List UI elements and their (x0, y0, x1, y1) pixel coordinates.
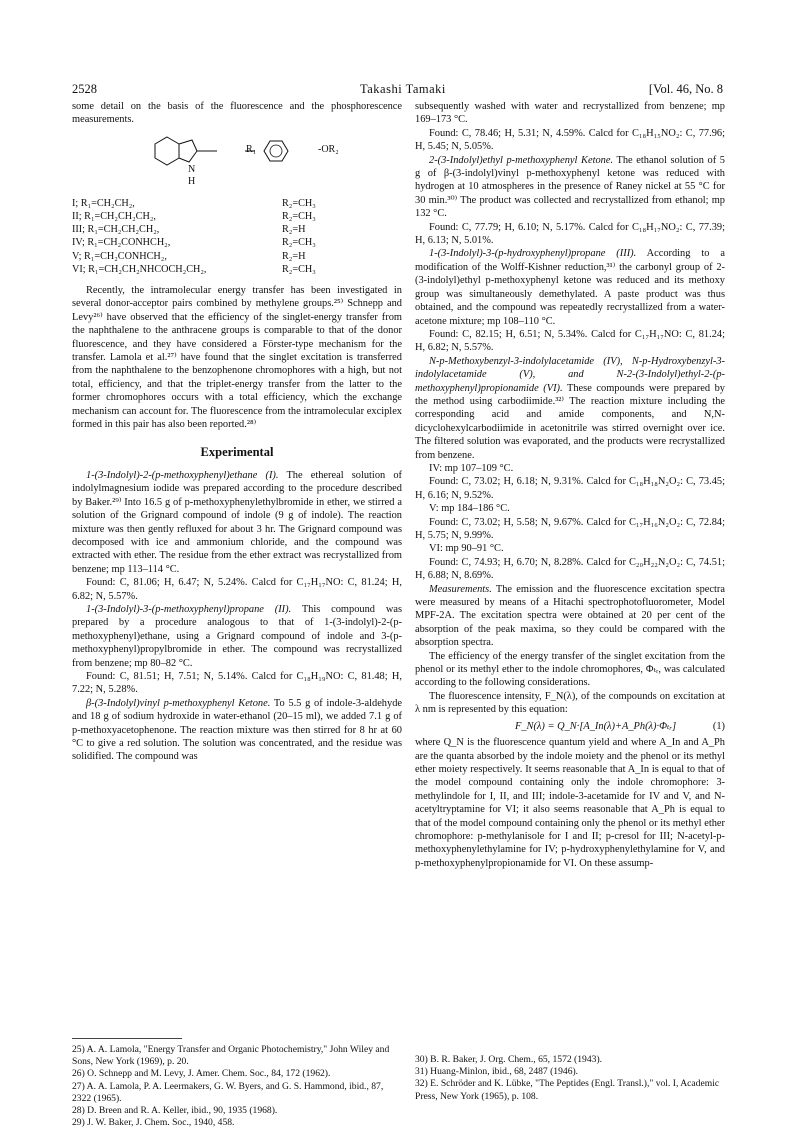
right-column (415, 100, 725, 870)
formula-r1: R₁ (246, 143, 257, 155)
compound-r1: I; R₁=CH₂CH₂, (72, 197, 135, 209)
footnote: 27) A. A. Lamola, P. A. Leermakers, G. W. Byers, and G. S. Hammond, ibid., 87, 2322 (1965). (72, 1080, 384, 1104)
procedure-heading: 1-(3-Indolyl)-3-(p-methoxyphenyl)propane (II). (86, 603, 292, 615)
procedure-continuation: subsequently washed with water and recrystallized from benzene; mp 169–173 °C. (415, 101, 725, 126)
left-column (72, 100, 402, 764)
compound-r2: R₂=H (282, 250, 306, 262)
footnote: 29) J. W. Baker, J. Chem. Soc., 1940, 458. (72, 1117, 235, 1129)
analysis-result: Found: C, 73.02; H, 5.58; N, 9.67%. Calcd for C₁₇H₁₆N₂O₂: C, 72.84; H, 5.75; N, 9.99%. (415, 516, 725, 541)
procedure-heading: β-(3-Indolyl)vinyl p-methoxyphenyl Ketone. (86, 697, 271, 709)
compound-r1: IV; R₁=CH₂CONHCH₂, (72, 237, 171, 249)
analysis-result: Found: C, 77.79; H, 6.10; N, 5.17%. Calcd for C₁₈H₁₇NO₂: C, 77.39; H, 6.13; N, 5.01%. (415, 221, 725, 247)
efficiency-paragraph: The efficiency of the energy transfer of the singlet excitation from the phenol or its methyl ether to the indole chromophores, Φₜᵣ, was calculated according to the following considerations. (415, 650, 725, 689)
melting-point: IV: mp 107–109 °C. (429, 462, 514, 474)
analysis-result: Found: C, 81.51; H, 7.51; N, 5.14%. Calcd for C₁₈H₁₉NO: C, 81.48; H, 7.22; N, 5.28%. (72, 671, 402, 696)
procedure-text: This compound was prepared by a procedure analogous to that of 1-(3-indolyl)-2-(p-methoxyphenyl)ethane, using a Grignard compound of indole and 3-(p-methoxyphenyl)propylbromide in ether. The compound was recrystallized from benzene; mp 80–82 °C. (72, 603, 402, 669)
footnote: 30) B. R. Baker, J. Org. Chem., 65, 1572 (1943). (415, 1054, 603, 1065)
footnote: 32) E. Schröder and K. Lübke, "The Peptides (Engl. Transl.)," vol. I, Academic Press, New York (1965), p. 108. (415, 1078, 720, 1102)
procedure-heading: 1-(3-Indolyl)-2-(p-methoxyphenyl)ethane (I). (86, 469, 279, 481)
analysis-result: Found: C, 81.06; H, 6.47; N, 5.24%. Calcd for C₁₇H₁₇NO: C, 81.24; H, 6.82; N, 5.57%. (72, 577, 402, 602)
intro-paragraph: some detail on the basis of the fluorescence and the phosphorescence measurements. (72, 101, 402, 126)
formula-or2: -OR₂ (318, 143, 339, 155)
compound-r2: R₂=CH₃ (282, 211, 316, 223)
procedure-text: To 5.5 g of indole-3-aldehyde and 18 g of sodium hydroxide in water-ethanol (20–15 ml), we added 7.1 g of p-methoxyacetophenone. The reaction mixture was then stirred for 8 hr at 60 °C to give a red solution. The solution was concentrated, and the residue was solidified. The compound was (72, 697, 402, 763)
analysis-result: Found: C, 78.46; H, 5.31; N, 4.59%. Calcd for C₁₈H₁₅NO₂: C, 77.96; H, 5.45; N, 5.05%. (415, 127, 725, 153)
equation-number: (1) (712, 720, 725, 732)
compound-r2: R₂=H (282, 224, 306, 236)
formula-n: N (188, 163, 196, 175)
procedure-heading: N-p-Methoxybenzyl-3-indolylacetamide (IV), N-p-Hydroxybenzyl-3-indolylacetamide (V), and N-2-(3-Indolyl)ethyl-2-(p-methoxyphenyl)propionamide (VI). (415, 355, 725, 394)
running-author: Takashi Tamaki (360, 82, 446, 96)
compound-r2: R₂=CH₃ (282, 237, 316, 249)
compound-list (72, 197, 402, 276)
analysis-result: Found: C, 73.02; H, 6.18; N, 9.31%. Calcd for C₁₈H₁₈N₂O₂: C, 73.45; H, 6.16; N, 9.52%. (415, 476, 725, 501)
procedure-heading: 2-(3-Indolyl)ethyl p-methoxyphenyl Ketone. (429, 154, 614, 166)
indole-phenyl-structure (137, 129, 337, 191)
procedure-heading: 1-(3-Indolyl)-3-(p-hydroxyphenyl)propane (III). (429, 248, 637, 260)
compound-r1: III; R₁=CH₂CH₂CH₂, (72, 224, 160, 236)
footnote: 31) Huang-Minlon, ibid., 68, 2487 (1946). (415, 1066, 579, 1078)
equation-body: F_N(λ) = Q_N·[A_In(λ)+A_Ph(λ)·Φₜᵣ] (515, 720, 677, 732)
procedure-text: The ethanol solution of 5 g of β-(3-indolyl)vinyl p-methoxyphenyl ketone was reduced with hydrogen at 10 atmospheres in the presence of Raney nickel at 55 °C for 30 min.³⁰⁾ The product was collected and recrystallized from ethanol; mp 132 °C. (415, 154, 725, 220)
melting-point: V: mp 184–186 °C. (429, 503, 510, 515)
measurements-text: The emission and the fluorescence excitation spectra were measured by means of a Hitachi spectrophotofluorometer, Model MPF-2A. The excitation spectra were obtained at 20 per cent of the absorption of the peak maxima, so they could be compared with the absorption spectra. (415, 583, 725, 649)
footnotes-right (415, 1054, 725, 1103)
analysis-result: Found: C, 74.93; H, 6.70; N, 8.28%. Calcd for C₂₀H₂₂N₂O₂: C, 74.51; H, 6.88; N, 8.69%. (415, 556, 725, 582)
compound-r1: VI; R₁=CH₂CH₂NHCOCH₂CH₂, (72, 263, 207, 275)
section-heading: Experimental (200, 444, 274, 459)
footnotes-left (72, 1044, 402, 1129)
compound-r2: R₂=CH₃ (282, 197, 316, 209)
intro-discussion: Recently, the intramolecular energy transfer has been investigated in several donor-acceptor pairs combined by methylene groups.²⁵⁾ Schnepp and Levy²⁶⁾ have observed that the efficiency of the singlet-energy transfer from the naphthalene to the anthracene groups is comparable to that of the donor fluorescence, and they have considered a Förster-type mechanism for the transfer. Lamola et al.²⁷⁾ have found that the singlet excitation is transferred from the naphthalene to the benzophenone chromophores with a high, but not total, efficiency, and that the triplet-energy transfer from the latter to the former chromophores occurs with a total efficiency, which the exchange mechanism can account for. The fluorescence from the intramolecular exciplex formed in this pair has also been reported.²⁸⁾ (72, 285, 402, 431)
procedure-text: These compounds were prepared by the method using carbodiimide.³²⁾ The reaction mixture including the corresponding acid and amide components, and N,N-dicyclohexylcarbodiimide in acetonitrile was stirred overnight over ice. The filtered solution was evaporated, and the products were recrystallized from benzene. (415, 382, 725, 461)
procedure-text: The ethereal solution of indolylmagnesium iodide was prepared according to the procedure described by Baker.²⁹⁾ Into 16.5 g of p-methoxyphenylethylbromide in ether, we stirred a solution of the Grignard compound of indole (9 g of indole). The reaction mixture was then gently refluxed for about 3 hr. The Grignard compound was decomposed with ice and ammonium chloride, and the compound was extracted with ether. The residue from the ether extract was recrystallized from benzene; mp 113–114 °C. (72, 469, 402, 575)
compound-r2: R₂=CH₃ (282, 263, 316, 275)
measurements-heading: Measurements. (429, 583, 492, 595)
footnote: 26) O. Schnepp and M. Levy, J. Amer. Chem. Soc., 84, 172 (1962). (72, 1068, 331, 1080)
melting-point: VI: mp 90–91 °C. (429, 543, 504, 555)
footnote: 28) D. Breen and R. A. Keller, ibid., 90, 1935 (1968). (72, 1105, 278, 1117)
formula-h: H (188, 175, 196, 187)
page-number: 2528 (72, 82, 97, 96)
compound-r1: V; R₁=CH₂CONHCH₂, (72, 250, 167, 262)
procedure-text: According to a modification of the Wolff-Kishner reduction,³¹⁾ the carbonyl group of 2-(3-indolyl)ethyl p-methoxyphenyl ketone was reduced and its methoxy group was simultaneously demethylated. A paste product was thus obtained, and the compound was repeatedly recrystallized from a water-acetone mixture; mp 108–110 °C. (415, 248, 726, 327)
fluorescence-paragraph: The fluorescence intensity, F_N(λ), of the compounds on excitation at λ nm is represented by this equation: (415, 690, 725, 716)
volume-info: [Vol. 46, No. 8 (648, 82, 723, 96)
assumptions-paragraph: where Q_N is the fluorescence quantum yield and where A_In and A_Ph are the quanta absorbed by the indole moiety and the phenol or its methyl ether moiety respectively. It seems reasonable that A_In is equal to that of the model compound containing only the indole chromophore: 3-methylindole for I, II, and III; indole-3-acetamide for IV and V, and N-acetyltryptamine for VI; it also seems reasonable that A_Ph is equal to that of the model compound containing only the phenol or its methyl ether chromophore: p-methylanisole for I and II; p-cresol for III; N-acetyl-p-methoxyphenylethylamine for IV; p-hydroxyphenylethylamine for V, and p-methoxyphenylpropionamide for VI. On these assump- (415, 737, 725, 869)
equation-1 (415, 720, 725, 733)
footnote: 25) A. A. Lamola, "Energy Transfer and Organic Photochemistry," John Wiley and Sons, New York (1969), p. 20. (72, 1044, 390, 1068)
analysis-result: Found: C, 82.15; H, 6.51; N, 5.34%. Calcd for C₁₇H₁₇NO: C, 81.24; H, 6.82; N, 5.57%. (415, 328, 725, 354)
compound-r1: II; R₁=CH₂CH₂CH₂, (72, 211, 156, 223)
footnote-rule (72, 1038, 182, 1039)
structure-formula (72, 129, 402, 191)
